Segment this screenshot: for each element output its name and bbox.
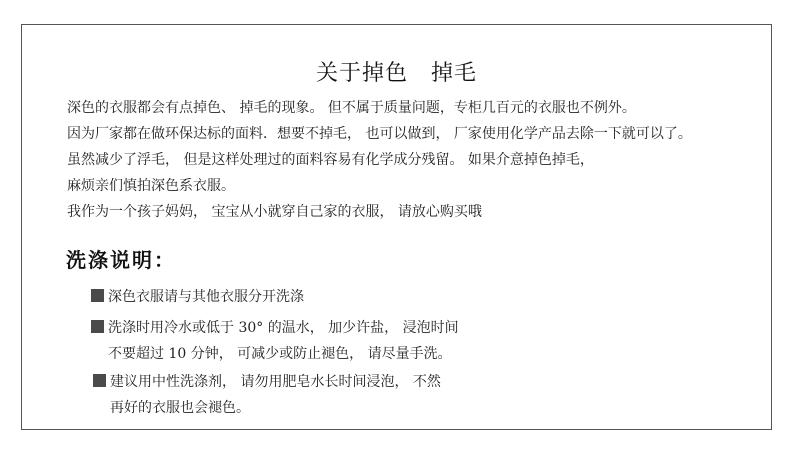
notice-title: 关于掉色 掉毛 [315,61,477,86]
intro-line: 麻烦亲们慎拍深色系衣服。 [67,178,235,194]
washing-item-text: 再好的衣服也会褪色。 [110,400,250,416]
washing-item [93,369,441,421]
intro-line: 虽然减少了浮毛， 但是这样处理过的面料容易有化学成分残留。 如果介意掉色掉毛， [67,152,594,168]
notice-box [21,24,772,430]
intro-line: 因为厂家都在做环保达标的面料．想要不掉毛， 也可以做到， 厂家使用化学产品去除一下就可以了。 [67,126,692,142]
washing-item-text: 深色衣服请与其他衣服分开洗涤 [108,289,304,305]
washing-item-text: 不要超过 10 分钟， 可减少或防止褪色， 请尽量手洗。 [108,346,452,362]
bullet-square-icon [91,289,104,302]
intro-paragraph [67,95,692,225]
washing-heading: 洗涤说明： [66,248,176,272]
washing-item [91,284,304,310]
bullet-square-icon [93,374,106,387]
intro-line: 我作为一个孩子妈妈， 宝宝从小就穿自己家的衣服， 请放心购买哦 [67,204,482,220]
washing-item-text: 建议用中性洗涤剂， 请勿用肥皂水长时间浸泡， 不然 [110,374,441,390]
washing-item [91,315,459,367]
washing-item-text: 洗涤时用冷水或低于 30° 的温水， 加少许盐， 浸泡时间 [108,320,459,336]
bullet-square-icon [91,320,104,333]
intro-line: 深色的衣服都会有点掉色、 掉毛的现象。 但不属于质量问题，专柜几百元的衣服也不例外。 [67,100,636,116]
